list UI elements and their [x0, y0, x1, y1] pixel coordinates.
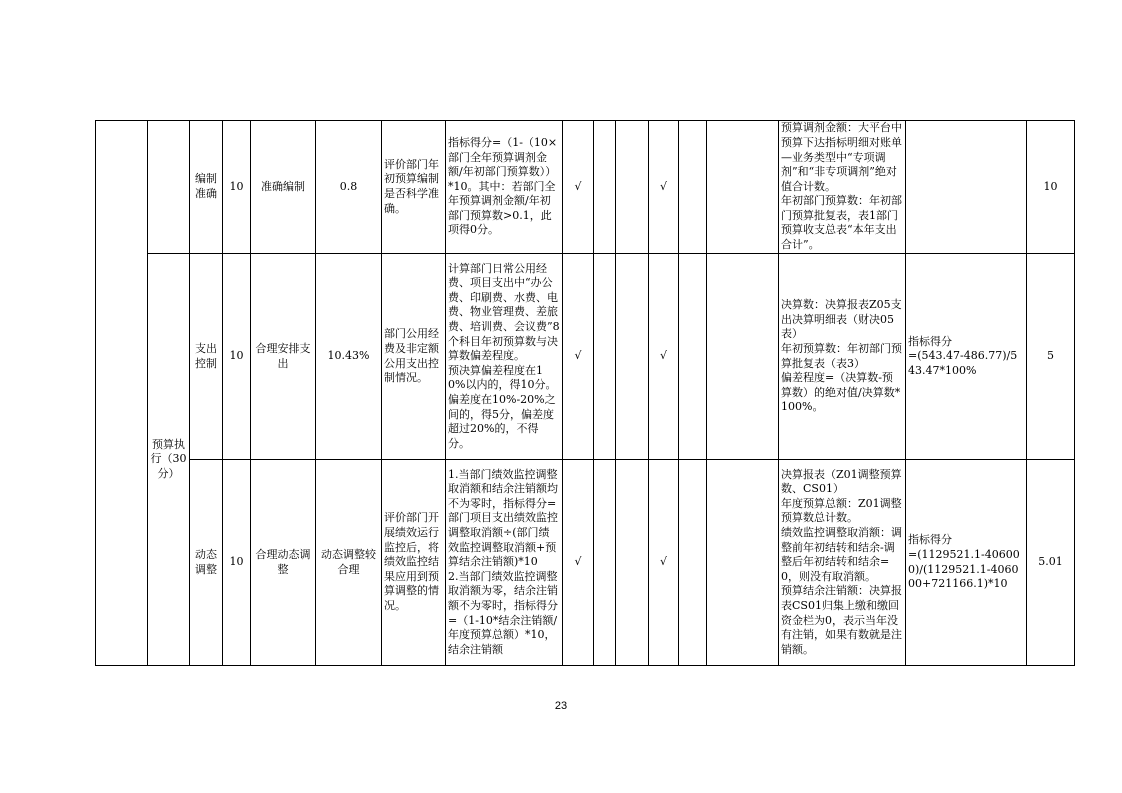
sub-indicator-cell: 动态调整	[190, 460, 223, 666]
table-row	[96, 460, 1075, 666]
data-source-cell: 决算数：决算报表Z05支出决算明细表（财决05表） 年初预算数：年初部门预算批复表（表3） 偏差程度=（决算数-预算数）的绝对值/决算数*100%。	[779, 254, 906, 460]
target-value-cell: 0.8	[316, 121, 382, 254]
check-mark-a: √	[563, 460, 594, 666]
calculation-cell	[906, 121, 1027, 254]
score-cell: 5.01	[1027, 460, 1075, 666]
scoring-criteria-cell: 1.当部门绩效监控调整取消额和结余注销额均不为零时，指标得分=部门项目支出绩效监控调整取消额÷(部门绩效监控调整取消额+预算结余注销额)*10 2.当部门绩效监控调整取消额为零，结余注销额不为零时，指标得分=（1-10*结余注销额/年度预算总额）*10，结余注销额	[446, 460, 563, 666]
score-cell: 5	[1027, 254, 1075, 460]
calculation-cell: 指标得分 =(543.47-486.77)/543.47*100%	[906, 254, 1027, 460]
score-cell: 10	[1027, 121, 1075, 254]
check-mark-b: √	[649, 254, 679, 460]
target-value-cell: 动态调整较合理	[316, 460, 382, 666]
blank-cell	[707, 254, 779, 460]
explanation-cell: 评价部门开展绩效运行监控后，将绩效监控结果应用到预算调整的情况。	[382, 460, 446, 666]
page-number: 23	[554, 700, 568, 712]
weight-cell: 10	[223, 121, 251, 254]
section-label-cell: 预算执行（30分）	[148, 254, 190, 666]
check-mark-a: √	[563, 254, 594, 460]
blank-cell	[616, 460, 649, 666]
evaluation-table	[95, 120, 1075, 666]
blank-cell	[679, 121, 707, 254]
weight-cell: 10	[223, 460, 251, 666]
check-mark-a: √	[563, 121, 594, 254]
weight-cell: 10	[223, 254, 251, 460]
sub-indicator-cell: 编制准确	[190, 121, 223, 254]
blank-cell	[707, 121, 779, 254]
sub-indicator-cell: 支出控制	[190, 254, 223, 460]
blank-cell	[96, 121, 148, 666]
blank-cell	[148, 121, 190, 254]
blank-cell	[679, 254, 707, 460]
table-row	[96, 254, 1075, 460]
data-source-cell: 决算报表（Z01调整预算数、CS01） 年度预算总额：Z01调整预算数总计数。 绩效监控调整取消额：调整前年初结转和结余-调整后年初结转和结余=0，则没有取消额。 预算结余注销额：决算报表CS01归集上缴和缴回资金栏为0，表示当年没有注销，如果有数就是注销额。	[779, 460, 906, 666]
blank-cell	[594, 254, 616, 460]
blank-cell	[594, 121, 616, 254]
explanation-cell: 部门公用经费及非定额公用支出控制情况。	[382, 254, 446, 460]
blank-cell	[707, 460, 779, 666]
check-mark-b: √	[649, 460, 679, 666]
blank-cell	[594, 460, 616, 666]
indicator-name-cell: 合理安排支出	[251, 254, 316, 460]
indicator-name-cell: 准确编制	[251, 121, 316, 254]
blank-cell	[679, 460, 707, 666]
calculation-cell: 指标得分 =(1129521.1-406000)/(1129521.1-406000+721166.1)*10	[906, 460, 1027, 666]
data-source-cell: 预算调剂金额：大平台中预算下达指标明细对账单—业务类型中“专项调剂”和“非专项调剂”绝对值合计数。 年初部门预算数：年初部门预算批复表，表1部门预算收支总表“本年支出合计”。	[779, 121, 906, 254]
explanation-cell: 评价部门年初预算编制是否科学准确。	[382, 121, 446, 254]
scoring-criteria-cell: 指标得分=（1-（10×部门全年预算调剂金额/年初部门预算数））*10。其中：若部门全年预算调剂金额/年初部门预算数>0.1，此项得0分。	[446, 121, 563, 254]
blank-cell	[616, 121, 649, 254]
scoring-criteria-cell: 计算部门日常公用经费、项目支出中“办公费、印刷费、水费、电费、物业管理费、差旅费、培训费、会议费”8个科目年初预算数与决算数偏差程度。 预决算偏差程度在10%以内的，得10分。偏差度在10%-20%之间的，得5分，偏差度超过20%的，不得分。	[446, 254, 563, 460]
indicator-name-cell: 合理动态调整	[251, 460, 316, 666]
target-value-cell: 10.43%	[316, 254, 382, 460]
check-mark-b: √	[649, 121, 679, 254]
table-row	[96, 121, 1075, 254]
blank-cell	[616, 254, 649, 460]
